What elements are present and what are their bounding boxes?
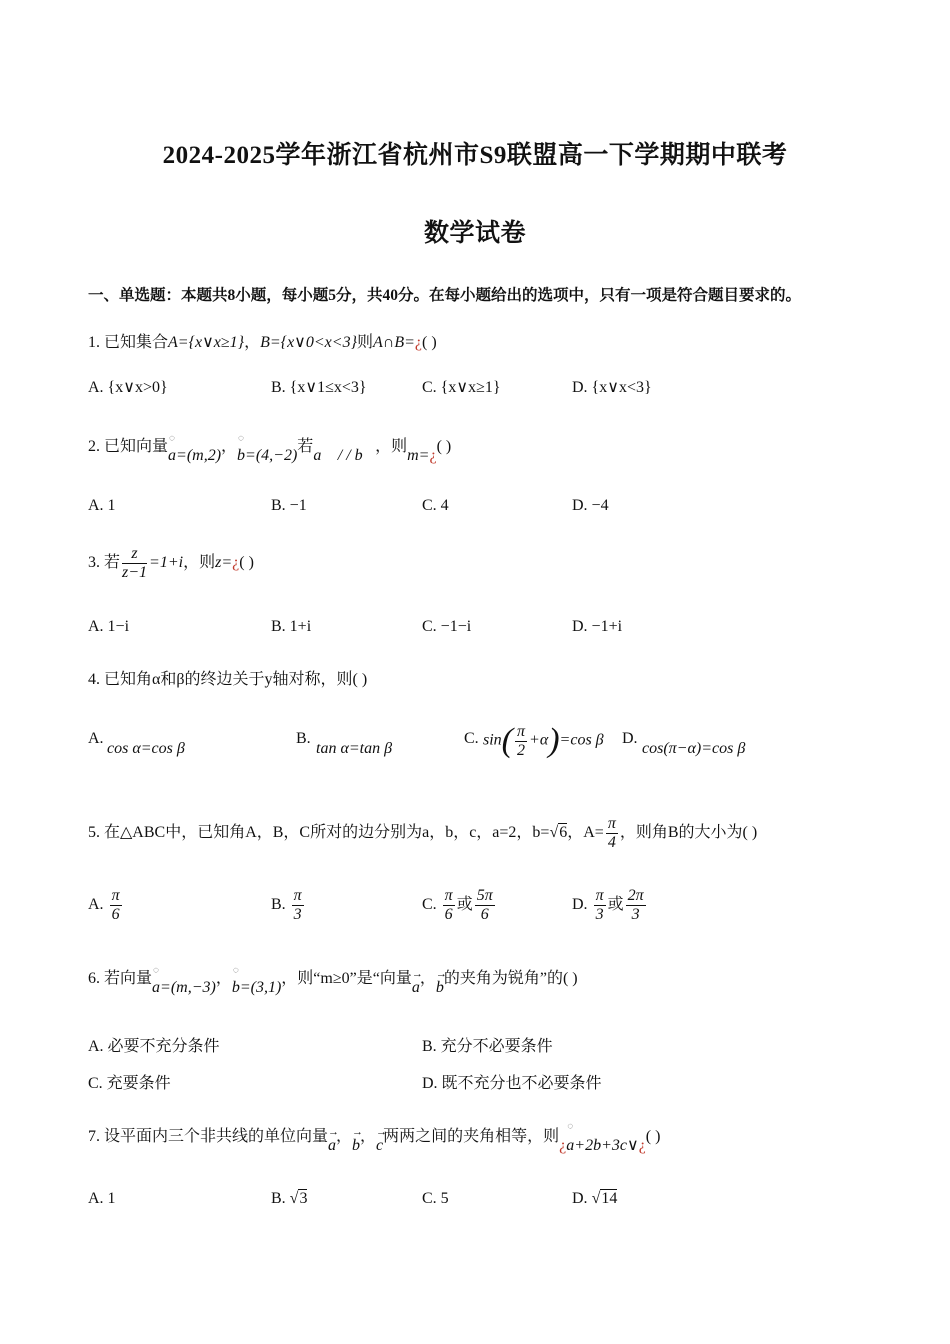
option-4c-label: C.: [464, 730, 479, 747]
option-5c: C. $\frac{\pi}{6}$ 或 $\frac{5\pi}{6}$: [422, 887, 493, 923]
option-4a-label: A.: [88, 730, 104, 747]
option-1a: A. {x∨x>0}: [88, 379, 168, 396]
option-7b: B. √3: [271, 1190, 308, 1207]
question-3: 3. 若 $\frac{z}{z-1}$ =1+i，则z=¿( ): [88, 545, 254, 581]
option-5a: A. $\frac{\pi}{6}$: [88, 887, 120, 923]
option-2c: C. 4: [422, 497, 449, 514]
option-3b: B. 1+i: [271, 618, 312, 635]
option-1b: B. {x∨1≤x<3}: [271, 379, 367, 396]
option-1d: D. {x∨x<3}: [572, 379, 652, 396]
option-4a: cos α=cos β: [107, 740, 185, 757]
option-5b: B. $\frac{\pi}{3}$: [271, 887, 302, 923]
question-7: 7. 设平面内三个非共线的单位向量→ a，→ b，→ c两两之间的夹角相等，则¿◌ a+2b+3c∨¿( ): [88, 1123, 660, 1146]
option-3d: D. −1+i: [572, 618, 623, 635]
option-2a: A. 1: [88, 497, 116, 514]
option-4b: tan α=tan β: [316, 740, 393, 757]
option-6c: C. 充要条件: [88, 1075, 171, 1092]
question-4: 4. 已知角α和β的终边关于y轴对称，则( ): [88, 671, 368, 688]
option-6a: A. 必要不充分条件: [88, 1038, 220, 1055]
option-4d-label: D.: [622, 730, 638, 747]
option-1c: C. {x∨x≥1}: [422, 379, 501, 396]
option-7d: D. √14: [572, 1190, 618, 1207]
option-7c: C. 5: [422, 1190, 449, 1207]
exam-subtitle: 数学试卷: [423, 220, 526, 247]
fraction: $\frac{z}{z-1}$: [122, 545, 148, 581]
option-3a: A. 1−i: [88, 618, 130, 635]
option-6b: B. 充分不必要条件: [422, 1038, 553, 1055]
option-4d: cos(π−α)=cos β: [642, 740, 746, 757]
section-header: 一、单选题：本题共8小题，每小题5分，共40分。在每小题给出的选项中，只有一项是符合题目要求的。: [88, 287, 802, 304]
option-5d: D. $\frac{\pi}{3}$ 或 $\frac{2\pi}{3}$: [572, 887, 644, 923]
option-4c: sin( $\frac{\pi}{2}$ +α)=cos β: [483, 722, 604, 759]
question-5: 5. 在△ABC中，已知角A，B，C所对的边分别为a，b，c，a=2，b=√6，A= $\frac{\pi}{4}$ ，则角B的大小为( ): [88, 815, 758, 851]
option-7a: A. 1: [88, 1190, 116, 1207]
option-2b: B. −1: [271, 497, 307, 514]
option-3c: C. −1−i: [422, 618, 472, 635]
question-2: 2. 已知向量◌ a=(m,2)，◌ b=(4,−2)若a⃗ / / b⃗，则m=¿( ): [88, 433, 451, 456]
exam-title: 2024-2025学年浙江省杭州市S9联盟高一下学期期中联考: [162, 142, 788, 169]
option-6d: D. 既不充分也不必要条件: [422, 1075, 602, 1092]
question-1: 1. 已知集合A={x∨x≥1}，B={x∨0<x<3}则A∩B=¿( ): [88, 334, 437, 351]
option-4b-label: B.: [296, 730, 311, 747]
option-2d: D. −4: [572, 497, 609, 514]
question-6: 6. 若向量◌ a=(m,−3)，◌ b=(3,1)，则“m≥0”是“向量→ a，→ b的夹角为锐角”的( ): [88, 965, 578, 988]
